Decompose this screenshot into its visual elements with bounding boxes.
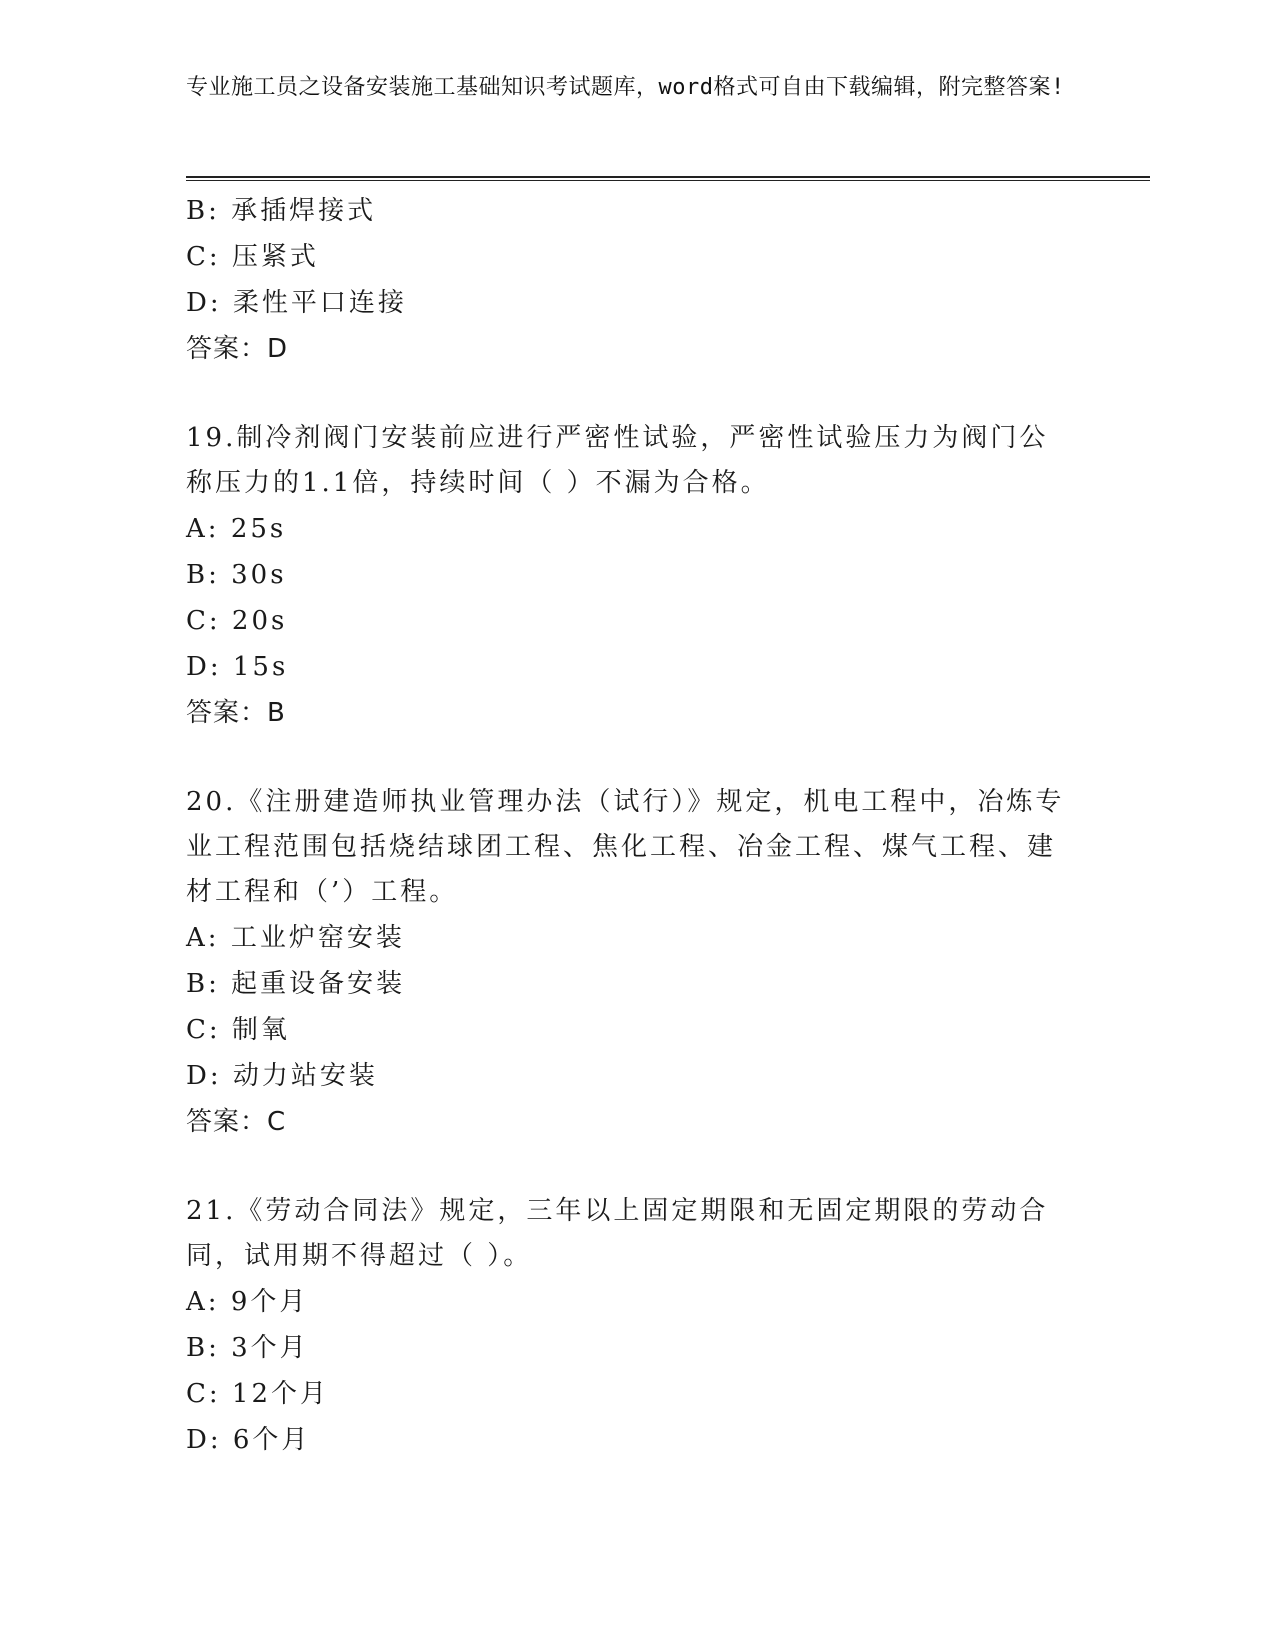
option-a: A: 9个月	[186, 1287, 309, 1317]
header-rule-thin	[186, 180, 1150, 181]
question-21	[186, 1189, 1086, 1463]
answer-line: 答案：D	[186, 334, 289, 364]
option-d: D: 动力站安装	[186, 1061, 378, 1091]
option-b: B: 承插焊接式	[186, 196, 377, 226]
option-b: B: 30s	[186, 560, 287, 590]
question-20	[186, 780, 1086, 1145]
question-text: 20.《注册建造师执业管理办法（试行）》规定，机电工程中，冶炼专业工程范围包括烧结球团工程、焦化工程、冶金工程、煤气工程、建材工程和（’）工程。	[186, 787, 1065, 907]
option-c: C: 12个月	[186, 1379, 330, 1409]
option-d: D: 柔性平口连接	[186, 288, 407, 318]
option-c: C: 20s	[186, 606, 288, 636]
option-b: B: 3个月	[186, 1333, 309, 1363]
question-19	[186, 416, 1086, 736]
question-text: 21.《劳动合同法》规定，三年以上固定期限和无固定期限的劳动合同，试用期不得超过（ ）。	[186, 1196, 1049, 1271]
document-header: 专业施工员之设备安装施工基础知识考试题库，word格式可自由下载编辑，附完整答案!	[186, 75, 1065, 100]
question-text: 19.制冷剂阀门安装前应进行严密性试验，严密性试验压力为阀门公称压力的1.1倍，持续时间（ ）不漏为合格。	[186, 423, 1049, 498]
option-b: B: 起重设备安装	[186, 969, 406, 999]
header-rule-thick	[186, 176, 1150, 178]
continued-question	[186, 188, 1086, 372]
option-c: C: 制氧	[186, 1015, 290, 1045]
answer-line: 答案：B	[186, 698, 286, 728]
option-d: D: 6个月	[186, 1425, 311, 1455]
option-d: D: 15s	[186, 652, 289, 682]
answer-line: 答案：C	[186, 1107, 287, 1137]
option-a: A: 工业炉窑安装	[186, 923, 405, 953]
option-c: C: 压紧式	[186, 242, 319, 272]
question-content	[186, 188, 1086, 1463]
option-a: A: 25s	[186, 514, 287, 544]
